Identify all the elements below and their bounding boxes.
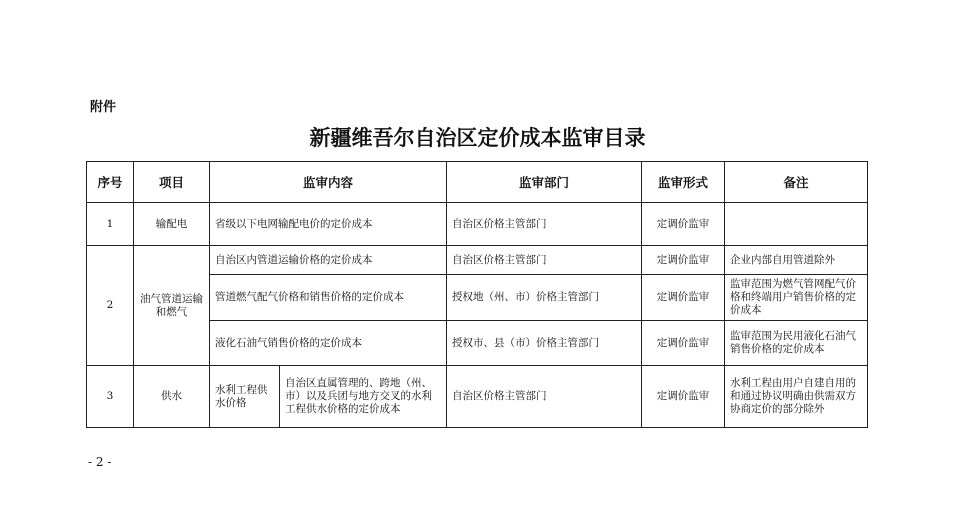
row-form: 定调价监审 — [642, 321, 725, 366]
attachment-label: 附件 — [90, 100, 117, 115]
header-note: 备注 — [725, 162, 868, 203]
row-content: 管道燃气配气价格和销售价格的定价成本 — [210, 275, 447, 321]
row-form: 定调价监审 — [642, 203, 725, 246]
row-note: 监审范围为燃气管网配气价格和终端用户销售价格的定价成本 — [725, 275, 868, 321]
table-row — [87, 246, 868, 275]
row-note: 企业内部自用管道除外 — [725, 246, 868, 275]
row-content: 自治区内管道运输价格的定价成本 — [210, 246, 447, 275]
row-dept: 自治区价格主管部门 — [447, 203, 642, 246]
row-item: 输配电 — [134, 203, 210, 246]
row-form: 定调价监审 — [642, 275, 725, 321]
header-content: 监审内容 — [210, 162, 447, 203]
audit-catalog-table — [86, 161, 868, 428]
row-content: 自治区直属管理的、跨地（州、市）以及兵团与地方交叉的水利工程供水价格的定价成本 — [280, 366, 447, 428]
row-content: 省级以下电网输配电价的定价成本 — [210, 203, 447, 246]
row-form: 定调价监审 — [642, 366, 725, 428]
row-no: 2 — [87, 246, 134, 366]
document-title: 新疆维吾尔自治区定价成本监审目录 — [309, 126, 646, 150]
row-item: 供水 — [134, 366, 210, 428]
page-number: - 2 - — [88, 455, 112, 469]
row-dept: 授权地（州、市）价格主管部门 — [447, 275, 642, 321]
row-form: 定调价监审 — [642, 246, 725, 275]
header-form: 监审形式 — [642, 162, 725, 203]
row-note: 水利工程由用户自建自用的和通过协议明确由供需双方协商定价的部分除外 — [725, 366, 868, 428]
row-dept: 自治区价格主管部门 — [447, 366, 642, 428]
row-sub-item: 水利工程供水价格 — [210, 366, 280, 428]
row-no: 3 — [87, 366, 134, 428]
row-note — [725, 203, 868, 246]
table-row — [87, 366, 868, 428]
row-content: 液化石油气销售价格的定价成本 — [210, 321, 447, 366]
header-dept: 监审部门 — [447, 162, 642, 203]
header-item: 项目 — [134, 162, 210, 203]
table-row — [87, 203, 868, 246]
header-no: 序号 — [87, 162, 134, 203]
row-dept: 自治区价格主管部门 — [447, 246, 642, 275]
row-note: 监审范围为民用液化石油气销售价格的定价成本 — [725, 321, 868, 366]
table-header-row — [87, 162, 868, 203]
row-item: 油气管道运输和燃气 — [134, 246, 210, 366]
row-dept: 授权市、县（市）价格主管部门 — [447, 321, 642, 366]
row-no: 1 — [87, 203, 134, 246]
